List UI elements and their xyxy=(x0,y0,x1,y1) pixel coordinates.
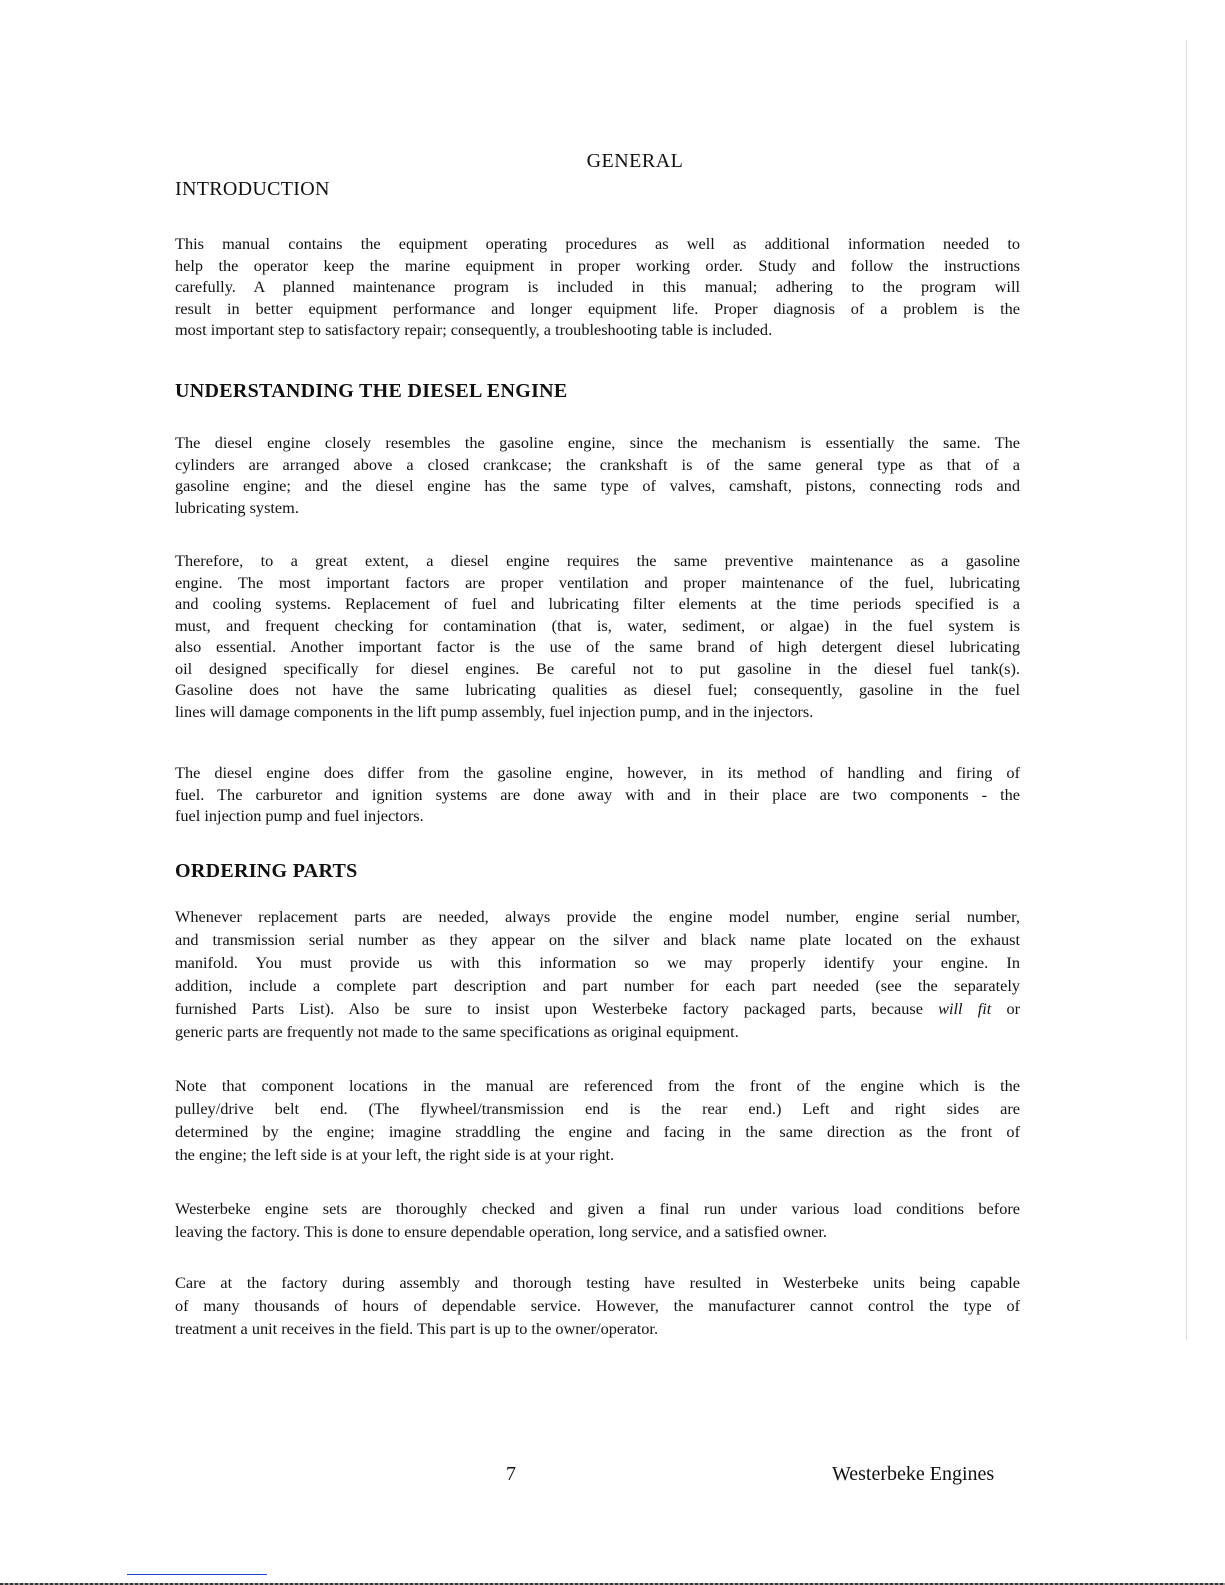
text-line: and cooling systems. Replacement of fuel and lubricating filter elements at the time periods specified is a xyxy=(175,594,1020,613)
text-line: pulley/drive belt end. (The flywheel/transmission end is the rear end.) Left and right sides are xyxy=(175,1099,1020,1118)
emphasis: will fit xyxy=(938,999,992,1018)
heading-ordering-parts: ORDERING PARTS xyxy=(175,860,358,882)
text-line: Care at the factory during assembly and thorough testing have resulted in Westerbeke units being capable xyxy=(175,1273,1020,1292)
text-line: lines will damage components in the lift pump assembly, fuel injection pump, and in the injectors. xyxy=(175,701,814,721)
paragraph-maintenance xyxy=(175,550,1020,722)
text-line: engine. The most important factors are proper ventilation and proper maintenance of the fuel, lubricating xyxy=(175,572,1020,592)
text-line: manifold. You must provide us with this information so we may properly identify your engine. In xyxy=(175,953,1020,972)
heading-introduction: INTRODUCTION xyxy=(175,178,330,200)
paragraph-care-at-factory xyxy=(175,1271,1020,1340)
text-line: Gasoline does not have the same lubricating qualities as diesel fuel; consequently, gasoline in the fuel xyxy=(175,680,1020,699)
text-line: furnished Parts List). Also be sure to insist upon Westerbeke factory packaged parts, because will fit or xyxy=(175,999,1021,1018)
footer-publisher: Westerbeke Engines xyxy=(832,1463,995,1485)
text-line: the engine; the left side is at your left, the right side is at your right. xyxy=(175,1145,615,1164)
text-line: lubricating system. xyxy=(175,497,299,517)
text-line: The diesel engine does differ from the gasoline engine, however, in its method of handling and firing of xyxy=(175,763,1020,782)
paragraph-ordering xyxy=(175,905,1020,1043)
text-line: fuel injection pump and fuel injectors. xyxy=(175,806,424,825)
paragraph-component-locations xyxy=(175,1074,1020,1166)
paragraph-diesel-differs xyxy=(175,762,1020,827)
text-line: The diesel engine closely resembles the gasoline engine, since the mechanism is essentially the same. The xyxy=(175,433,1020,452)
text-line: generic parts are frequently not made to the same specifications as original equipment. xyxy=(175,1022,739,1041)
text-line: fuel. The carburetor and ignition systems are done away with and in their place are two components - the xyxy=(175,784,1020,804)
page-number: 7 xyxy=(506,1463,516,1485)
text-line: addition, include a complete part description and part number for each part needed (see the separately xyxy=(175,976,1020,995)
text-line: must, and frequent checking for contamination (that is, water, sediment, or algae) in the fuel system is xyxy=(175,615,1020,635)
text-line: gasoline engine; and the diesel engine has the same type of valves, camshaft, pistons, connecting rods and xyxy=(175,476,1020,495)
text-line: determined by the engine; imagine straddling the engine and facing in the same direction as the front of xyxy=(175,1122,1020,1141)
heading-understanding-diesel: UNDERSTANDING THE DIESEL ENGINE xyxy=(175,380,568,402)
text-line: This manual contains the equipment operating procedures as well as additional information needed to xyxy=(175,234,1020,253)
paragraph-diesel-resembles xyxy=(175,432,1020,518)
text-line: and transmission serial number as they appear on the silver and black name plate located on the exhaust xyxy=(175,930,1020,949)
text-line: treatment a unit receives in the field. This part is up to the owner/operator. xyxy=(175,1319,659,1338)
section-title: GENERAL xyxy=(586,150,684,172)
text-line: help the operator keep the marine equipment in proper working order. Study and follow the instructions xyxy=(175,255,1020,275)
text-line: Note that component locations in the manual are referenced from the front of the engine which is the xyxy=(175,1076,1020,1095)
text-line: cylinders are arranged above a closed crankcase; the crankshaft is of the same general type as that of a xyxy=(175,454,1020,474)
text-line: result in better equipment performance and longer equipment life. Proper diagnosis of a problem is the xyxy=(175,298,1020,318)
text-line: carefully. A planned maintenance program is included in this manual; adhering to the program will xyxy=(175,277,1020,296)
text-line: also essential. Another important factor is the use of the same brand of high detergent diesel lubricating xyxy=(175,637,1020,656)
paragraph-factory-checked xyxy=(175,1197,1020,1243)
text-line: Therefore, to a great extent, a diesel engine requires the same preventive maintenance as a gasoline xyxy=(175,551,1020,570)
link-underline xyxy=(127,1574,267,1575)
text-line: Whenever replacement parts are needed, always provide the engine model number, engine serial number, xyxy=(175,907,1020,926)
text-line: most important step to satisfactory repair; consequently, a troubleshooting table is included. xyxy=(175,320,773,339)
text-line: Westerbeke engine sets are thoroughly checked and given a final run under various load conditions before xyxy=(175,1199,1020,1218)
text-line: oil designed specifically for diesel engines. Be careful not to put gasoline in the diesel fuel tank(s). xyxy=(175,658,1020,678)
paragraph-introduction xyxy=(175,233,1020,341)
text-line: of many thousands of hours of dependable service. However, the manufacturer cannot control the type of xyxy=(175,1296,1020,1315)
text-line: leaving the factory. This is done to ensure dependable operation, long service, and a satisfied owner. xyxy=(175,1222,827,1241)
scan-margin-mark xyxy=(1186,40,1187,1340)
